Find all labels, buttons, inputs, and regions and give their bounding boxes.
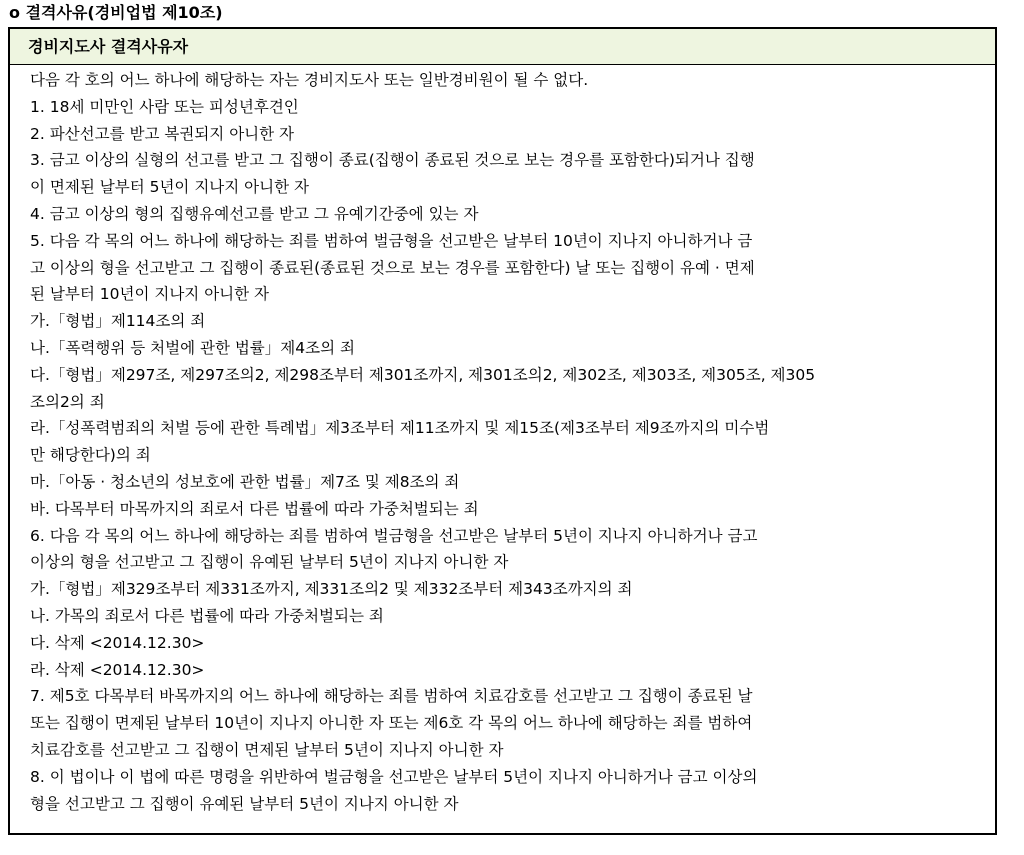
text-line: 나. 가목의 죄로서 다른 법률에 따라 가중처벌되는 죄 xyxy=(30,606,384,625)
text-line: 나.「폭력행위 등 처벌에 관한 법률」제4조의 죄 xyxy=(30,338,355,357)
text-line: 또는 집행이 면제된 날부터 10년이 지나지 아니한 자 또는 제6호 각 목의 어느 하나에 해당하는 죄를 범하여 xyxy=(30,714,753,733)
text-line: 7. 제5호 다목부터 바목까지의 어느 하나에 해당하는 죄를 범하여 치료감호를 선고받고 그 집행이 종료된 날 xyxy=(30,687,753,706)
text-line: 형을 선고받고 그 집행이 유예된 날부터 5년이 지나지 아니한 자 xyxy=(30,794,459,813)
text-line: 5. 다음 각 목의 어느 하나에 해당하는 죄를 범하여 벌금형을 선고받은 날부터 10년이 지나지 아니하거나 금 xyxy=(30,231,753,250)
text-line: 가.「형법」제329조부터 제331조까지, 제331조의2 및 제332조부터 제343조까지의 죄 xyxy=(30,580,633,599)
text-line: 다. 삭제 <2014.12.30> xyxy=(30,633,205,652)
text-line: 바. 다목부터 마목까지의 죄로서 다른 법률에 따라 가중처벌되는 죄 xyxy=(30,499,479,518)
text-line: 다.「형법」제297조, 제297조의2, 제298조부터 제301조까지, 제301조의2, 제302조, 제303조, 제305조, 제305 xyxy=(30,365,816,384)
text-line: 3. 금고 이상의 실형의 선고를 받고 그 집행이 종료(집행이 종료된 것으로 보는 경우를 포함한다)되거나 집행 xyxy=(30,151,755,170)
text-line: 고 이상의 형을 선고받고 그 집행이 종료된(종료된 것으로 보는 경우를 포함한다) 날 또는 집행이 유예 · 면제 xyxy=(30,258,755,277)
text-line: 만 해당한다)의 죄 xyxy=(30,446,151,465)
text-line: 다음 각 호의 어느 하나에 해당하는 자는 경비지도사 또는 일반경비원이 될 수 없다. xyxy=(30,71,589,89)
text-line: 이 면제된 날부터 5년이 지나지 아니한 자 xyxy=(30,178,309,197)
section-title: o 결격사유(경비업법 제10조) xyxy=(9,3,223,22)
text-line: 6. 다음 각 목의 어느 하나에 해당하는 죄를 범하여 벌금형을 선고받은 날부터 5년이 지나지 아니하거나 금고 xyxy=(30,526,758,545)
box-body xyxy=(10,65,995,817)
text-line: 라.「성폭력범죄의 처벌 등에 관한 특례법」제3조부터 제11조까지 및 제15조(제3조부터 제9조까지의 미수범 xyxy=(30,419,770,438)
box-header: 경비지도사 결격사유자 xyxy=(10,29,995,65)
text-line: 라. 삭제 <2014.12.30> xyxy=(30,660,205,679)
text-line: 8. 이 법이나 이 법에 따른 명령을 위반하여 벌금형을 선고받은 날부터 5년이 지나지 아니하거나 금고 이상의 xyxy=(30,767,758,786)
text-line: 조의2의 죄 xyxy=(30,392,105,411)
text-line: 가.「형법」제114조의 죄 xyxy=(30,312,206,331)
text-line: 이상의 형을 선고받고 그 집행이 유예된 날부터 5년이 지나지 아니한 자 xyxy=(30,553,509,572)
text-line: 4. 금고 이상의 형의 집행유예선고를 받고 그 유예기간중에 있는 자 xyxy=(30,204,479,223)
text-line: 된 날부터 10년이 지나지 아니한 자 xyxy=(30,285,270,304)
text-line: 2. 파산선고를 받고 복권되지 아니한 자 xyxy=(30,124,295,143)
text-line: 1. 18세 미만인 사람 또는 피성년후견인 xyxy=(30,97,299,116)
text-line: 치료감호를 선고받고 그 집행이 면제된 날부터 5년이 지나지 아니한 자 xyxy=(30,740,504,759)
text-line: 마.「아동 · 청소년의 성보호에 관한 법률」제7조 및 제8조의 죄 xyxy=(30,472,460,491)
disqualification-box xyxy=(8,27,997,835)
